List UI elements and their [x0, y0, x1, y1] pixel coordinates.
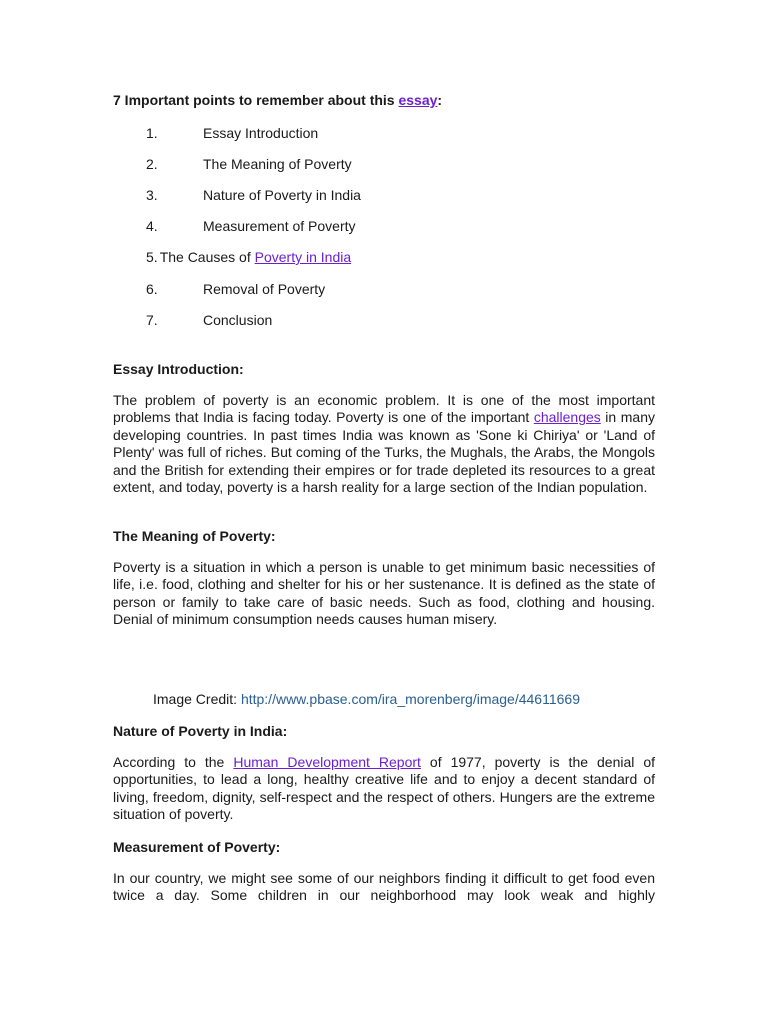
points-heading-text: 7 Important points to remember about this [113, 92, 399, 108]
image-credit-url[interactable]: http://www.pbase.com/ira_morenberg/image/44611669 [240, 691, 580, 707]
image-credit [153, 691, 580, 708]
outline-label: The Meaning of Poverty [203, 156, 352, 172]
outline-number: 7. [146, 312, 158, 328]
measurement-paragraph: In our country, we might see some of our neighbors finding it difficult to get food even twice a day. Some children in our neighborhood may look weak and highly [113, 870, 655, 904]
nature-paragraph [113, 754, 655, 824]
outline-number: 6. [146, 281, 158, 297]
points-heading [113, 92, 655, 109]
nature-heading: Nature of Poverty in India: [113, 723, 288, 739]
outline-item [146, 125, 318, 142]
outline-label: Measurement of Poverty [203, 218, 356, 234]
intro-heading: Essay Introduction: [113, 361, 244, 377]
intro-text-end: in many developing countries. In past times India was known as 'Sone ki Chiriya' or 'Land of Plenty' was full of riches. But coming of the Turks, the Mughals, the Arabs, the Mongols and the British for extending their empires or for trade depleted its resources to a great extent, and today, poverty is a harsh reality for a large section of the Indian population. [113, 409, 655, 496]
challenges-link[interactable]: challenges [533, 409, 601, 426]
image-credit-label: Image Credit: [153, 691, 241, 707]
nature-text-start: According to the [113, 754, 234, 770]
outline-item [146, 187, 361, 204]
outline-label: The Causes of [159, 249, 255, 265]
outline-number: 1. [146, 125, 158, 141]
points-heading-suffix: : [437, 92, 443, 108]
nature-text-end: of 1977, poverty is the denial of opportunities, to lead a long, healthy creative life and to enjoy a decent standard of living, freedom, dignity, self-respect and the respect of others. Hungers are the extreme situation of poverty. [113, 754, 656, 823]
essay-link[interactable]: essay [398, 92, 438, 108]
outline-number: 3. [146, 187, 158, 203]
outline-label: Essay Introduction [203, 125, 319, 141]
intro-paragraph [113, 392, 655, 496]
outline-item [146, 156, 352, 173]
outline-item [146, 281, 325, 298]
outline-label: Nature of Poverty in India [203, 187, 361, 203]
poverty-in-india-link[interactable]: Poverty in India [254, 249, 352, 265]
outline-number: 5. [146, 249, 158, 265]
measurement-heading: Measurement of Poverty: [113, 839, 281, 855]
intro-text-start: The problem of poverty is an economic problem. It is one of the most important problems that India is facing today. Poverty is one of the important [113, 392, 655, 426]
outline-item [146, 312, 272, 329]
outline-item [146, 218, 356, 235]
outline-number: 2. [146, 156, 158, 172]
meaning-paragraph: Poverty is a situation in which a person is unable to get minimum basic necessities of life, i.e. food, clothing and shelter for his or her sustenance. It is defined as the state of person or family to take care of basic needs. Such as food, clothing and housing. Denial of minimum consumption needs causes human misery. [113, 559, 655, 628]
outline-label: Removal of Poverty [203, 281, 326, 297]
outline-number: 4. [146, 218, 158, 234]
outline-label: Conclusion [203, 312, 273, 328]
meaning-heading: The Meaning of Poverty: [113, 528, 276, 544]
outline-item [146, 249, 351, 266]
human-development-report-link[interactable]: Human Development Report [233, 754, 421, 770]
